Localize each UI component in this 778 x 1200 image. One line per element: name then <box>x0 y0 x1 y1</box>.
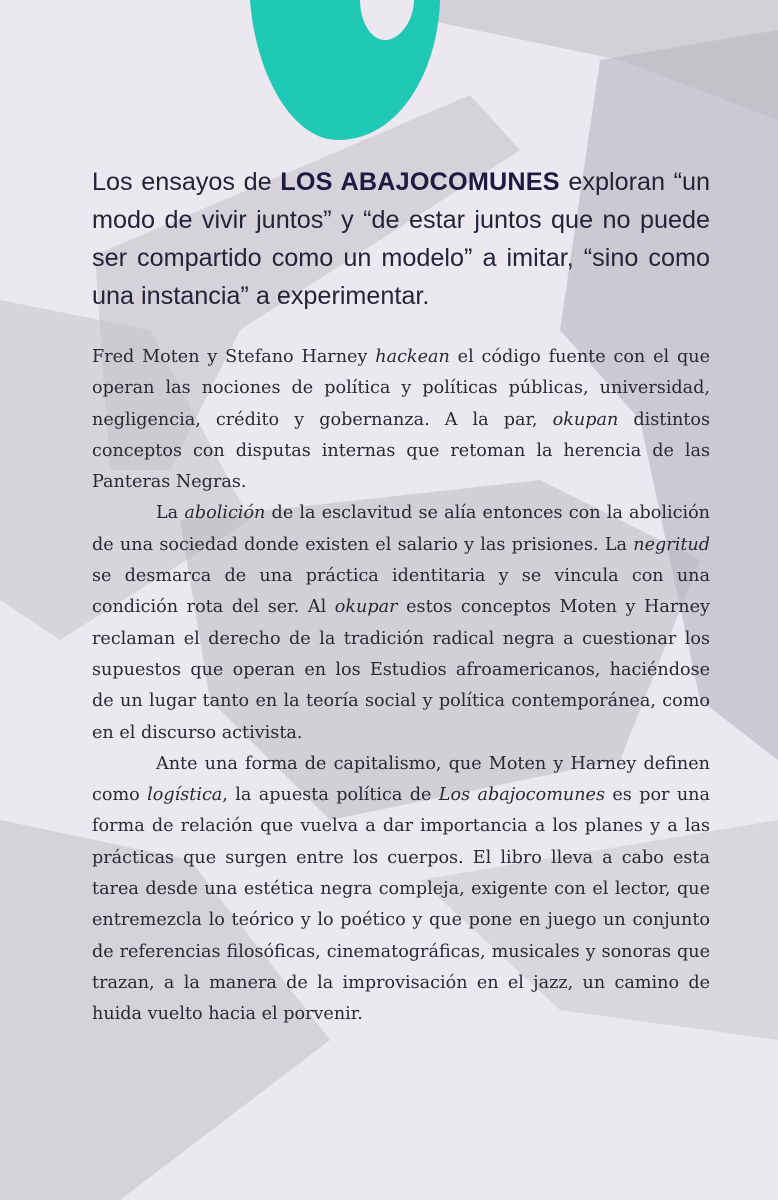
p2-italic-okupar: okupar <box>334 597 398 618</box>
paragraph-3 <box>92 749 710 1031</box>
p3-text-e: es por una forma de relación que vuelva a dar importancia a los planes y a las prácticas que surgen entre los cuerpos. El libro lleva a cabo esta tarea desde una estética negra compleja, exigente con el lector, que entremezcla lo teórico y lo poético y que pone en juego un conjunto de referencias filosóficas, cinematográficas, musicales y sonoras que trazan, a la manera de la improvisación en el jazz, un camino de huida vuelto hacia el porvenir. <box>92 785 710 1025</box>
p3-text-c: , la apuesta política de <box>222 785 439 806</box>
p2-text-a: La <box>156 503 185 524</box>
p3-italic-book-title: Los abajocomunes <box>438 785 605 806</box>
p2-italic-negritud: negritud <box>633 534 710 555</box>
paragraph-2 <box>92 498 710 748</box>
p1-text-a: Fred Moten y Stefano Harney <box>92 347 376 367</box>
p2-italic-abolicion: abolición <box>184 503 266 524</box>
p2-text-g: estos conceptos Moten y Harney reclaman el derecho de la tradición radical negra a cuestionar los supuestos que operan en los Estudios afroamericanos, haciéndose de un lugar tanto en la teoría social y política contemporánea, como en el discurso activista. <box>92 597 710 743</box>
p1-text-c: el código fuente con el que operan las nociones de política y políticas públicas, universidad, negligencia, crédito y gobernanza. A la par, <box>92 347 710 430</box>
p1-text-e: distintos conceptos con disputas internas que retoman la herencia de las Panteras Negras. <box>92 409 710 493</box>
intro-paragraph <box>92 163 710 315</box>
p2-text-e: se desmarca de una práctica identitaria y se vincula con una condición rota del ser. Al <box>92 566 710 618</box>
body-text <box>92 342 710 1031</box>
p3-italic-logistica: logística <box>147 785 223 806</box>
intro-text-end: exploran “un modo de vivir juntos” y “de estar juntos que no puede ser compartido como un modelo” a imitar, “sino como una instancia” a experimentar. <box>92 168 710 310</box>
p1-italic-okupan: okupan <box>552 409 619 430</box>
p3-text-a: Ante una forma de capitalismo, que Moten y Harney definen como <box>92 753 710 806</box>
paragraph-1 <box>92 342 710 498</box>
p2-text-c: de la esclavitud se alía entonces con la abolición de una sociedad donde existen el salario y las prisiones. La <box>92 503 710 555</box>
book-title-highlight: LOS ABAJOCOMUNES <box>280 168 560 196</box>
intro-text-start: Los ensayos de <box>92 168 281 196</box>
p1-italic-hackean: hackean <box>375 347 450 367</box>
